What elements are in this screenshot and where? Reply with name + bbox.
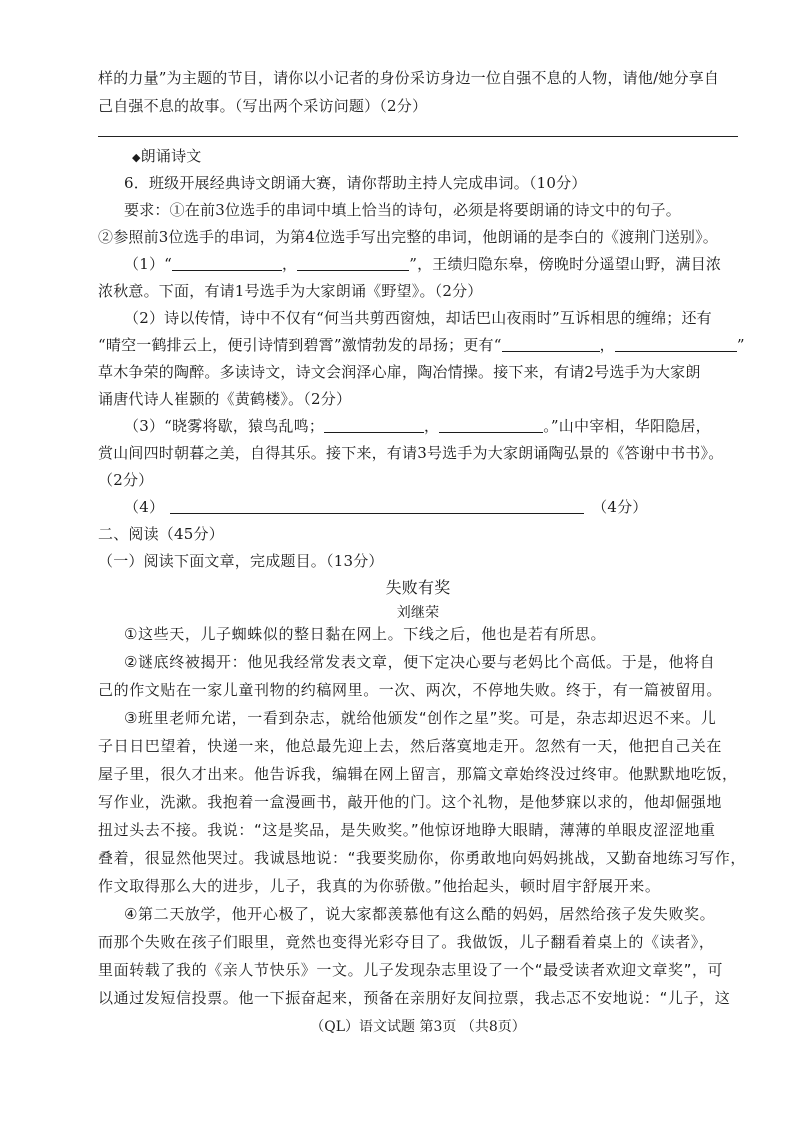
answer-blank-3b[interactable]	[439, 418, 543, 433]
section-label	[132, 146, 736, 168]
answer-blank-2a[interactable]	[502, 337, 600, 352]
answer-blank-1a[interactable]	[172, 256, 282, 271]
answer-blank-1b[interactable]	[297, 256, 409, 271]
p3-prefix: （3）“晓雾将歇，猿鸟乱鸣；	[124, 417, 325, 435]
article-line: 叠着，很显然他哭过。我诚恳地说：“我要奖励你，你勇敢地向妈妈挑战，又勤奋地练习写作，	[98, 849, 746, 867]
q6-requirement-1: 要求：①在前3位选手的串词中填上恰当的诗句，必须是将要朗诵的诗文中的句子。	[124, 201, 681, 219]
article-title: 失败有奖	[385, 578, 451, 597]
p1-suffix: ”，王绩归隐东皋，傍晚时分遥望山野，满目浓	[409, 255, 722, 273]
reading-sub-heading: （一）阅读下面文章，完成题目。（13分）	[98, 552, 384, 570]
q6-part-2-line-3: 草木争荣的陶醉。多读诗文，诗文会润泽心扉，陶冶情操。接下来，有请2号选手为大家朗	[98, 363, 701, 381]
q6-part-2-line-1: （2）诗以传情，诗中不仅有“何当共剪西窗烛，却话巴山夜雨时”互诉相思的缠绵；还有	[124, 309, 712, 327]
q6-part-3-line-3: （2分）	[98, 471, 154, 489]
article-line: 而那个失败在孩子们眼里，竟然也变得光彩夺目了。我做饭，儿子翻看着桌上的《读者》，	[98, 933, 715, 951]
p1-sep: ，	[282, 255, 298, 273]
page-footer: （QL）语文试题 第3页 （共8页）	[310, 1019, 526, 1035]
q6-part-2-line-2	[98, 335, 745, 355]
p2-suffix: ”	[736, 336, 745, 354]
q5-line-2: 己自强不息的故事。（写出两个采访问题）（2分）	[98, 97, 428, 115]
p3-sep: ，	[424, 417, 440, 435]
p4-prefix: （4）	[124, 498, 165, 516]
article-line: ②谜底终被揭开：他见我经常发表文章，便下定决心要与老妈比个高低。于是，他将自	[124, 653, 716, 671]
q5-line-1: 样的力量”为主题的节目，请你以小记者的身份采访身边一位自强不息的人物，请他/她分享自	[98, 69, 720, 87]
answer-blank-3a[interactable]	[324, 418, 424, 433]
q6-part-3	[124, 416, 736, 436]
divider-rule	[98, 136, 738, 137]
q6-part-2-line-4: 诵唐代诗人崔颢的《黄鹤楼》。（2分）	[98, 390, 352, 408]
article-line: 写作业，洗漱。我抱着一盒漫画书，敲开他的门。这个礼物，是他梦寐以求的，他却倔强地	[98, 793, 723, 811]
diamond-bullet-icon: ◆	[132, 151, 141, 164]
p1-prefix: （1）“	[124, 255, 173, 273]
article-author: 刘继荣	[396, 605, 440, 621]
answer-blank-2b[interactable]	[615, 337, 737, 352]
article-line: 己的作文贴在一家儿童刊物的约稿网里。一次、两次，不停地失败。终于，有一篇被留用。	[98, 681, 723, 699]
article-line: 作文取得那么大的进步，儿子，我真的为你骄傲。”他抬起头，顿时眉宇舒展开来。	[98, 877, 661, 895]
q6-part-4	[124, 497, 736, 517]
article-line: ①这些天，儿子蜘蛛似的整日黏在网上。下线之后，他也是若有所思。	[124, 625, 607, 643]
p3-suffix: 。”山中宰相，华阳隐居，	[543, 417, 711, 435]
article-line: 扭过头去不接。我说：“这是奖品，是失败奖。”他惊讶地睁大眼睛，薄薄的单眼皮涩涩地重	[98, 821, 716, 839]
q6-part-1	[124, 254, 736, 274]
answer-blank-4[interactable]	[170, 499, 584, 514]
article-line: ③班里老师允诺，一看到杂志，就给他颁发“创作之星”奖。可是，杂志却迟迟不来。儿	[124, 709, 717, 727]
article-line: 里面转载了我的《亲人节快乐》一文。儿子发现杂志里设了一个“最受读者欢迎文章奖”，可	[98, 961, 724, 979]
article-line: 以通过发短信投票。他一下振奋起来，预备在亲朋好友间拉票，我忐忑不安地说：“儿子，这	[98, 989, 731, 1007]
q6-stem: 6．班级开展经典诗文朗诵大赛，请你帮助主持人完成串词。（10分）	[124, 174, 587, 192]
article-line: 屋子里，很久才出来。他告诉我，编辑在网上留言，那篇文章始终没过终审。他默默地吃饭，	[98, 765, 738, 783]
reading-heading: 二、阅读（45分）	[98, 525, 224, 543]
p4-points: （4分）	[592, 498, 648, 516]
p2-sep: ，	[599, 336, 615, 354]
q6-requirement-2: ②参照前3位选手的串词，为第4位选手写出完整的串词，他朗诵的是李白的《渡荆门送别》。	[98, 228, 718, 246]
article-line: ④第二天放学，他开心极了，说大家都羡慕他有这么酷的妈妈，居然给孩子发失败奖。	[124, 905, 716, 923]
q6-part-3-line-2: 赏山间四时朝暮之美，自得其乐。接下来，有请3号选手为大家朗诵陶弘景的《答谢中书书》。	[98, 444, 724, 462]
p2-prefix: “晴空一鹤排云上，便引诗情到碧霄”激情勃发的昂扬；更有“	[98, 336, 502, 354]
section-label-text: 朗诵诗文	[140, 147, 202, 165]
q6-part-1-line-2: 浓秋意。下面，有请1号选手为大家朗诵《野望》。（2分）	[98, 282, 483, 300]
article-line: 子日日巴望着，快递一来，他总最先迎上去，然后落寞地走开。忽然有一天，他把自己关在	[98, 737, 723, 755]
